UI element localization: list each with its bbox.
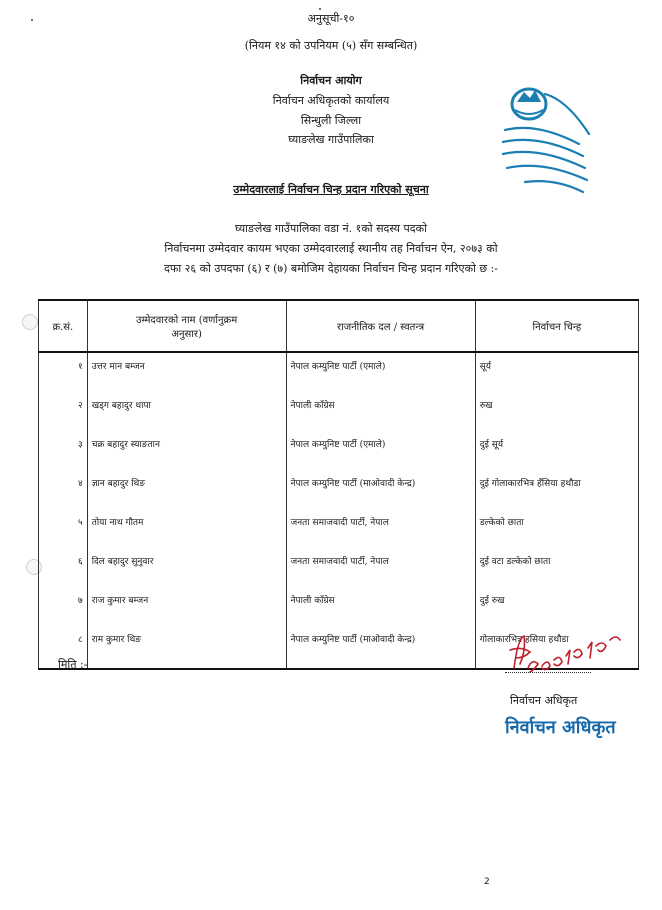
table-row [39, 352, 639, 392]
signature-line [505, 672, 591, 673]
header-name-line-2: अनुसार) [171, 329, 202, 340]
municipality-name: घ्याङलेख गाउँपालिका [288, 133, 374, 146]
row-candidate-name: चक्र बहादुर स्याङतान [87, 431, 286, 470]
row-serial: ३ [39, 431, 88, 470]
officer-stamp: निर्वाचन अधिकृत [505, 717, 616, 738]
row-candidate-name: ज्ञान बहादुर थिङ [87, 470, 286, 509]
row-party: जनता समाजवादी पार्टी, नेपाल [286, 509, 475, 548]
notice-line-2: निर्वाचनमा उम्मेदवार कायम भएका उम्मेदवारलाई स्थानीय तह निर्वाचन ऐन, २०७३ को [164, 242, 498, 255]
row-serial: ७ [39, 587, 88, 626]
candidate-table [38, 299, 639, 670]
row-symbol: दुई सूर्य [475, 431, 638, 470]
date-label: मिति :- [58, 658, 88, 671]
notice-title: उम्मेदवारलाई निर्वाचन चिन्ह प्रदान गरिएको सूचना [233, 183, 429, 196]
row-candidate-name: दिल बहादुर सुनुवार [87, 548, 286, 587]
header-candidate-name [87, 300, 286, 352]
row-party: जनता समाजवादी पार्टी, नेपाल [286, 548, 475, 587]
row-party: नेपाल कम्युनिष्ट पार्टी (माओवादी केन्द्र) [286, 626, 475, 669]
table-row [39, 392, 639, 431]
district-name: सिन्धुली जिल्ला [300, 114, 362, 127]
row-candidate-name: तोया नाथ गौतम [87, 509, 286, 548]
row-party: नेपाल कम्युनिष्ट पार्टी (माओवादी केन्द्र) [286, 470, 475, 509]
header-name-line-1: उम्मेदवारको नाम (वर्णानुक्रम [135, 315, 238, 326]
row-party: नेपाल कम्युनिष्ट पार्टी (एमाले) [286, 431, 475, 470]
table-header-row [39, 300, 639, 352]
header-party: राजनीतिक दल / स्वतन्त्र [286, 300, 475, 352]
organization-name: निर्वाचन आयोग [300, 74, 362, 87]
scan-speck [319, 8, 321, 10]
table-row [39, 509, 639, 548]
row-symbol: दुई वटा डल्केको छाता [475, 548, 638, 587]
row-serial: ४ [39, 470, 88, 509]
header-symbol: निर्वाचन चिन्ह [475, 300, 638, 352]
rule-reference: (नियम १४ को उपनियम (५) सँग सम्बन्धित) [244, 39, 418, 52]
row-candidate-name: राज कुमार बम्जन [87, 587, 286, 626]
page-number: 2 [484, 877, 490, 887]
table-row [39, 587, 639, 626]
row-party: नेपाल कम्युनिष्ट पार्टी (एमाले) [286, 352, 475, 392]
row-symbol: दुई गोलाकारभित्र हँसिया हथौडा [475, 470, 638, 509]
row-symbol: सूर्य [475, 352, 638, 392]
schedule-label: अनुसूची-१० [307, 12, 355, 25]
officer-label: निर्वाचन अधिकृत [510, 694, 578, 707]
row-symbol: डल्केको छाता [475, 509, 638, 548]
row-serial: ५ [39, 509, 88, 548]
row-serial: १ [39, 352, 88, 392]
row-serial: ६ [39, 548, 88, 587]
row-serial: ८ [39, 626, 88, 669]
row-party: नेपाली काँग्रेस [286, 587, 475, 626]
notice-line-1: घ्याङलेख गाउँपालिका वडा नं. १को सदस्य पदको [235, 222, 427, 235]
table-row [39, 470, 639, 509]
punch-hole [22, 314, 38, 330]
handwritten-signature [508, 628, 626, 676]
row-symbol: दुई रुख [475, 587, 638, 626]
table-row [39, 548, 639, 587]
table-row [39, 431, 639, 470]
row-serial: २ [39, 392, 88, 431]
office-name: निर्वाचन अधिकृतको कार्यालय [272, 94, 390, 107]
row-symbol: रुख [475, 392, 638, 431]
row-symbol: गोलाकारभित्र हसिया हथौडा [475, 626, 638, 669]
notice-line-3: दफा २६ को उपदफा (६) र (७) बमोजिम देहायका निर्वाचन चिन्ह प्रदान गरिएको छ :- [164, 262, 498, 275]
header-serial: क्र.सं. [39, 300, 88, 352]
row-candidate-name: उत्तर मान बम्जन [87, 352, 286, 392]
row-candidate-name: राम कुमार थिङ [87, 626, 286, 669]
row-candidate-name: खड्ग बहादुर थापा [87, 392, 286, 431]
row-party: नेपाली काँग्रेस [286, 392, 475, 431]
